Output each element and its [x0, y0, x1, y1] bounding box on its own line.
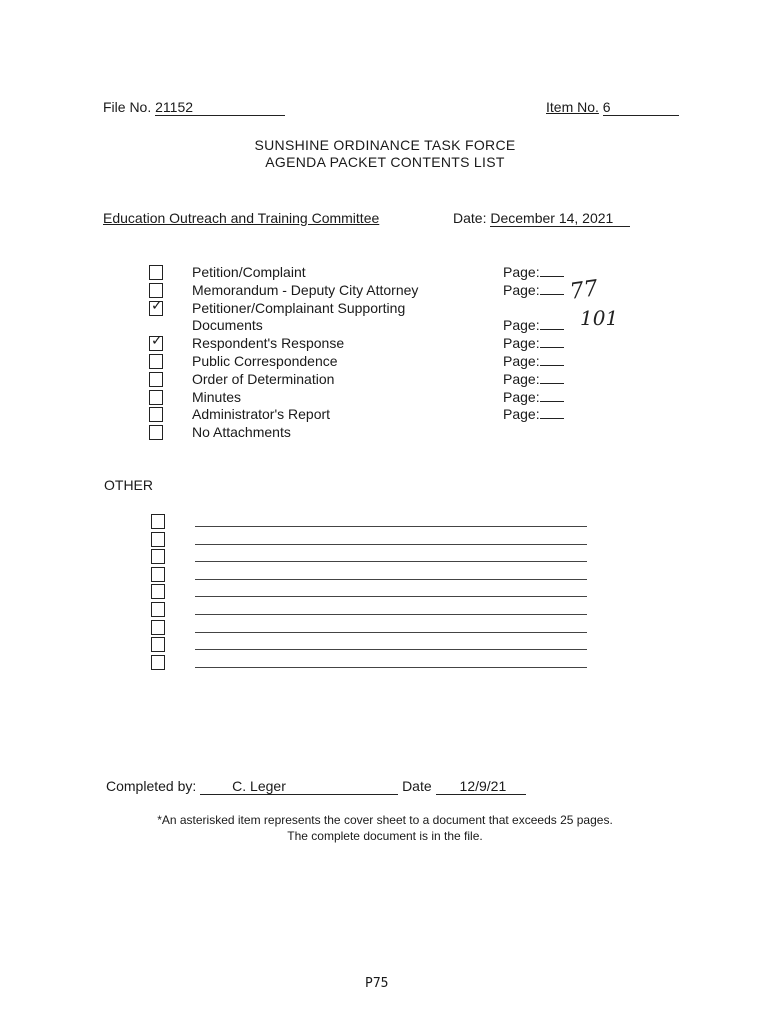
other-checkbox[interactable] — [151, 514, 165, 529]
content-item-label: Respondent's Response — [192, 335, 345, 351]
content-item-label: Administrator's Report — [192, 406, 331, 422]
page-blank — [540, 383, 564, 384]
page-label: Page: — [503, 371, 540, 387]
other-checkbox[interactable] — [151, 655, 165, 670]
other-checkbox[interactable] — [151, 567, 165, 582]
meeting-date-label: Date: — [453, 210, 487, 226]
item-number-label: Item No. — [546, 99, 599, 115]
other-heading: OTHER — [104, 477, 153, 493]
page-label: Page: — [503, 282, 540, 298]
content-checkbox[interactable] — [149, 425, 163, 440]
content-checkbox[interactable] — [149, 407, 163, 422]
other-blank-line — [195, 596, 587, 597]
other-checkbox[interactable] — [151, 549, 165, 564]
checkmark-icon: ✓ — [151, 333, 163, 349]
content-item-label: Petition/Complaint — [192, 264, 306, 280]
content-checkbox[interactable] — [149, 372, 163, 387]
content-item-page — [503, 370, 564, 388]
content-checkbox[interactable] — [149, 265, 163, 280]
item-number-field — [546, 99, 679, 116]
completed-by-field — [106, 778, 526, 795]
other-blank-line — [195, 649, 587, 650]
other-blank-line — [195, 561, 587, 562]
page-blank — [540, 418, 564, 419]
file-number-value: 21152 — [155, 99, 194, 115]
content-item-label: Documents — [192, 317, 263, 333]
content-item-page — [503, 334, 564, 352]
other-blank-line — [195, 526, 587, 527]
content-item-label: Order of Determination — [192, 371, 335, 387]
content-item-page — [503, 388, 564, 406]
content-checkbox[interactable] — [149, 333, 163, 351]
other-blank-line — [195, 632, 587, 633]
item-number-value: 6 — [602, 99, 611, 115]
other-blank-line — [195, 544, 587, 545]
other-checkbox[interactable] — [151, 602, 165, 617]
content-item-label: Memorandum - Deputy City Attorney — [192, 282, 419, 298]
content-checkbox[interactable] — [149, 354, 163, 369]
content-item-label: Minutes — [192, 389, 242, 405]
page-blank — [540, 401, 564, 402]
page-label: Page: — [503, 353, 540, 369]
content-item-page — [503, 316, 564, 334]
footnote-line2: The complete document is in the file. — [287, 829, 483, 843]
other-blank-line — [195, 667, 587, 668]
file-number-label: File No. — [103, 99, 152, 115]
other-checkbox[interactable] — [151, 620, 165, 635]
page-label: Page: — [503, 335, 540, 351]
content-item-page — [503, 281, 564, 299]
completion-date-label: Date — [402, 778, 432, 794]
page-label: Page: — [503, 389, 540, 405]
file-number-field — [103, 99, 285, 116]
meeting-date-field — [453, 210, 630, 227]
page-label: Page: — [503, 264, 540, 280]
completed-by-label: Completed by: — [106, 778, 197, 794]
content-checkbox[interactable] — [149, 390, 163, 405]
content-item-label: Petitioner/Complainant Supporting — [192, 300, 406, 316]
page-blank — [540, 365, 564, 366]
completed-by-value: C. Leger — [232, 778, 286, 794]
content-item-label: Public Correspondence — [192, 353, 338, 369]
handwritten-page-a: 77 — [568, 276, 600, 305]
other-blank-line — [195, 614, 587, 615]
handwritten-page-b: 101 — [580, 306, 619, 330]
checkmark-icon: ✓ — [151, 298, 163, 314]
committee-name: Education Outreach and Training Committee — [103, 210, 380, 226]
content-item-label: No Attachments — [192, 424, 291, 440]
page-blank — [540, 276, 564, 277]
other-checkbox[interactable] — [151, 532, 165, 547]
page-label: Page: — [503, 406, 540, 422]
other-checkbox[interactable] — [151, 584, 165, 599]
content-item-page — [503, 263, 564, 281]
other-checkbox[interactable] — [151, 637, 165, 652]
page-blank — [540, 329, 564, 330]
page-number: P75 — [365, 976, 389, 991]
completion-date-value: 12/9/21 — [459, 778, 507, 794]
document-title-line2: AGENDA PACKET CONTENTS LIST — [265, 154, 505, 170]
footnote-line1: *An asterisked item represents the cover sheet to a document that exceeds 25 pages. — [157, 813, 613, 827]
page-blank — [540, 294, 564, 295]
content-item-page — [503, 405, 564, 423]
meeting-date-value: December 14, 2021 — [490, 210, 614, 226]
content-item-page — [503, 352, 564, 370]
other-blank-line — [195, 579, 587, 580]
content-checkbox[interactable] — [149, 283, 163, 298]
document-title-line1: SUNSHINE ORDINANCE TASK FORCE — [254, 137, 516, 153]
page-label: Page: — [503, 317, 540, 333]
page-blank — [540, 347, 564, 348]
content-checkbox[interactable] — [149, 298, 163, 316]
